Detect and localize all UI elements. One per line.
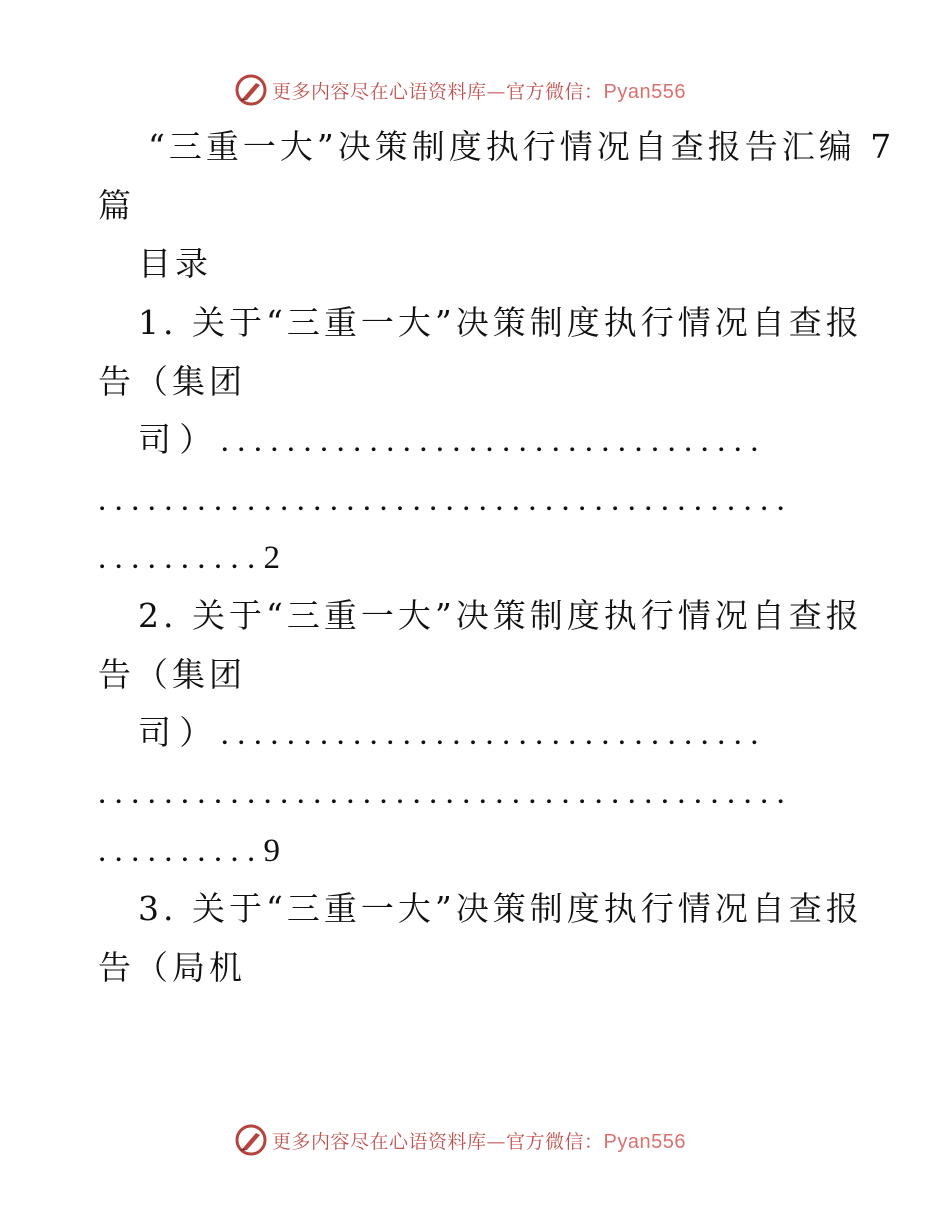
banner-separator: — <box>486 1130 507 1153</box>
banner-wechat-id: Pyan556 <box>603 1130 686 1153</box>
toc-entry-page: ..........9 <box>98 833 289 869</box>
toc-entry-title: 2. 关于“三重一大”决策制度执行情况自查报 <box>138 596 863 635</box>
toc-entry-title-cont: 告（集团 <box>98 655 246 694</box>
banner-wechat-label: 官方微信： <box>506 1130 604 1153</box>
footer-banner <box>0 1120 950 1160</box>
banner-wechat-id: Pyan556 <box>603 80 686 103</box>
banner-site-name: 更多内容尽在心语资料库 <box>272 1130 487 1153</box>
banner-site-name: 更多内容尽在心语资料库 <box>272 80 487 103</box>
document-title-line1: “三重一大”决策制度执行情况自查报告汇编 7 <box>148 127 896 166</box>
header-banner <box>0 70 950 110</box>
toc-entry-leader-cont: .......................................... <box>98 775 794 811</box>
banner-text <box>272 1127 686 1154</box>
toc-entry-title: 1. 关于“三重一大”决策制度执行情况自查报 <box>138 303 863 342</box>
toc-heading: 目录 <box>138 244 212 283</box>
toc-entry-title-cont: 告（局机 <box>98 948 246 987</box>
toc-entry-leader: 司）................................. <box>138 716 767 752</box>
document-title-line2: 篇 <box>98 186 135 225</box>
pen-logo-icon <box>234 1123 268 1157</box>
banner-wechat-label: 官方微信： <box>506 80 604 103</box>
toc-entry-leader-cont: .......................................... <box>98 482 794 518</box>
banner-separator: — <box>486 80 507 103</box>
pen-logo-icon <box>234 73 268 107</box>
toc-entry-page: ..........2 <box>98 540 289 576</box>
banner-text <box>272 77 686 104</box>
toc-entry-title-cont: 告（集团 <box>98 362 246 401</box>
toc-entry-leader: 司）................................. <box>138 423 767 459</box>
toc-entry-title: 3. 关于“三重一大”决策制度执行情况自查报 <box>138 889 863 928</box>
